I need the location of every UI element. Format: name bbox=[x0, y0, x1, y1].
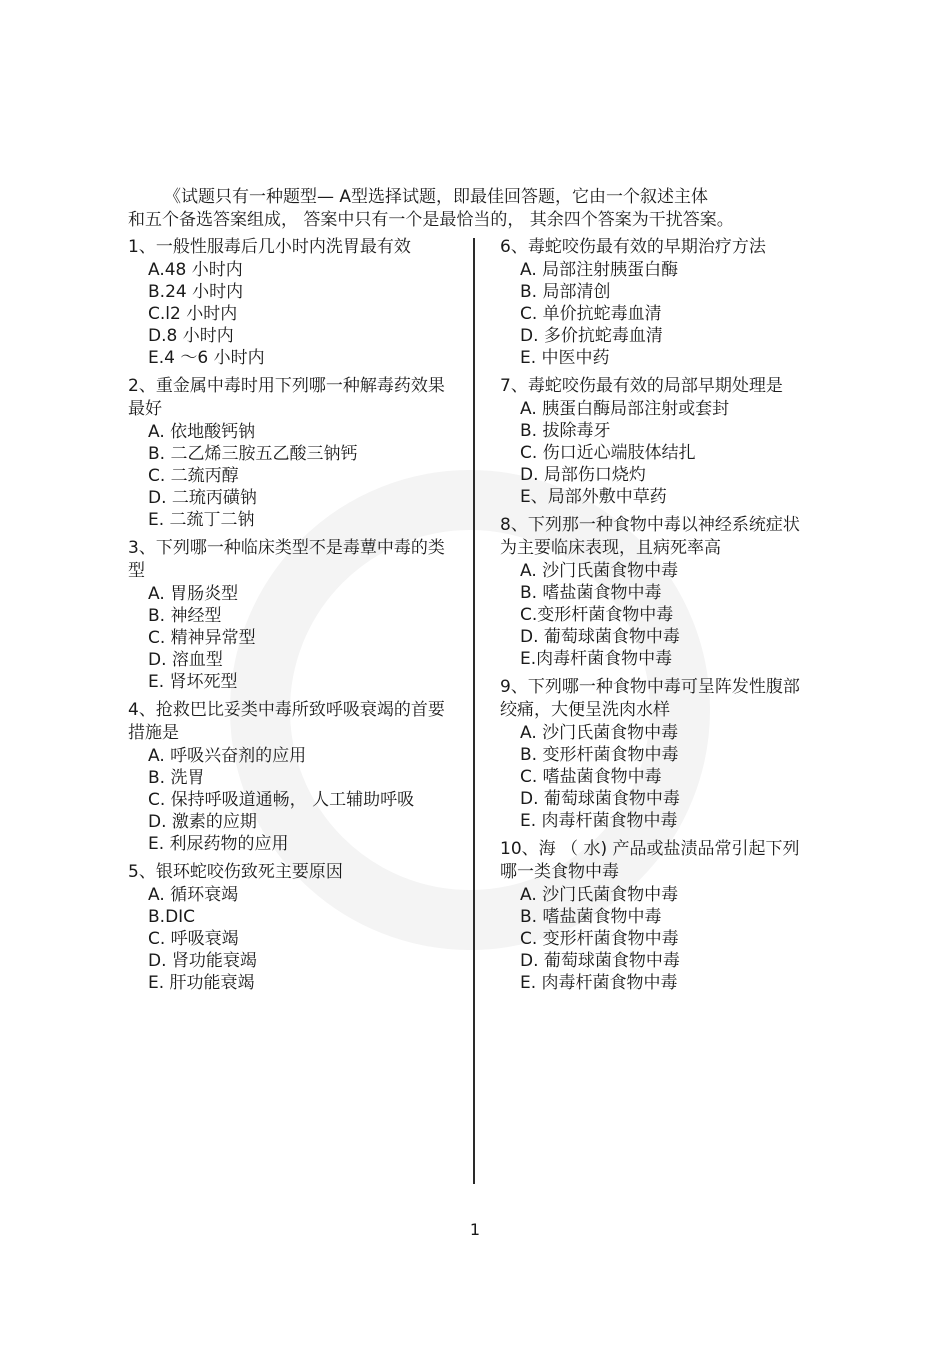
answer-option: C.变形杆菌食物中毒 bbox=[520, 605, 674, 625]
answer-option: D. 溶血型 bbox=[148, 650, 223, 670]
answer-option: E. 利尿药物的应用 bbox=[148, 834, 289, 854]
answer-option: E、局部外敷中草药 bbox=[520, 487, 667, 507]
answer-option: E. 肉毒杆菌食物中毒 bbox=[520, 811, 678, 831]
answer-option: E. 二巯丁二钠 bbox=[148, 510, 255, 530]
answer-option: C. 精神异常型 bbox=[148, 628, 256, 648]
question-block bbox=[128, 236, 458, 369]
question-block bbox=[500, 375, 810, 508]
right-column bbox=[500, 232, 810, 994]
question-block bbox=[128, 537, 458, 693]
answer-option: D. 葡萄球菌食物中毒 bbox=[520, 951, 680, 971]
answer-option: B. 嗜盐菌食物中毒 bbox=[520, 907, 662, 927]
answer-option: A. 沙门氏菌食物中毒 bbox=[520, 885, 679, 905]
answer-option: A. 胃肠炎型 bbox=[148, 584, 239, 604]
answer-option: E. 肉毒杆菌食物中毒 bbox=[520, 973, 678, 993]
question-block bbox=[128, 375, 458, 531]
question-text: 2、重金属中毒时用下列哪一种解毒药效果最好 bbox=[128, 376, 445, 419]
question-text: 5、银环蛇咬伤致死主要原因 bbox=[128, 862, 343, 882]
question-text: 10、海 （ 水) 产品或盐渍品常引起下列哪一类食物中毒 bbox=[500, 839, 800, 882]
question-text: 4、抢救巴比妥类中毒所致呼吸衰竭的首要措施是 bbox=[128, 700, 445, 743]
answer-option: D. 激素的应期 bbox=[148, 812, 257, 832]
question-block bbox=[128, 861, 458, 994]
answer-option: B.DIC bbox=[148, 907, 196, 927]
answer-option: D. 葡萄球菌食物中毒 bbox=[520, 789, 680, 809]
answer-option: C. 呼吸衰竭 bbox=[148, 929, 239, 949]
answer-option: E. 肝功能衰竭 bbox=[148, 973, 255, 993]
answer-option: C. 伤口近心端肢体结扎 bbox=[520, 443, 696, 463]
intro-line-1: 《试题只有一种题型— A型选择试题，即最佳回答题，它由一个叙述主体 bbox=[164, 187, 709, 207]
answer-option: E.肉毒杆菌食物中毒 bbox=[520, 649, 673, 669]
answer-option: A. 局部注射胰蛋白酶 bbox=[520, 260, 679, 280]
question-text: 3、下列哪一种临床类型不是毒蕈中毒的类型 bbox=[128, 538, 445, 581]
answer-option: B. 神经型 bbox=[148, 606, 222, 626]
answer-option: A. 沙门氏菌食物中毒 bbox=[520, 723, 679, 743]
answer-option: A. 依地酸钙钠 bbox=[148, 422, 256, 442]
answer-option: B. 嗜盐菌食物中毒 bbox=[520, 583, 662, 603]
answer-option: C. 二巯丙醇 bbox=[148, 466, 239, 486]
answer-option: D. 二琉丙磺钠 bbox=[148, 488, 257, 508]
answer-option: A. 循环衰竭 bbox=[148, 885, 239, 905]
answer-option: A. 沙门氏菌食物中毒 bbox=[520, 561, 679, 581]
answer-option: E. 中医中药 bbox=[520, 348, 610, 368]
answer-option: B. 拔除毒牙 bbox=[520, 421, 611, 441]
question-block bbox=[128, 699, 458, 855]
answer-option: C. 单价抗蛇毒血清 bbox=[520, 304, 662, 324]
question-text: 1、一般性服毒后几小时内洗胃最有效 bbox=[128, 237, 411, 257]
left-column bbox=[128, 232, 458, 994]
question-text: 7、毒蛇咬伤最有效的局部早期处理是 bbox=[500, 376, 783, 396]
question-text: 9、下列哪一种食物中毒可呈阵发性腹部绞痛，大便呈洗肉水样 bbox=[500, 677, 800, 720]
answer-option: A. 呼吸兴奋剂的应用 bbox=[148, 746, 307, 766]
answer-option: E. 肾坏死型 bbox=[148, 672, 238, 692]
answer-option: C. 变形杆菌食物中毒 bbox=[520, 929, 679, 949]
question-block bbox=[500, 838, 810, 994]
answer-option: B. 变形杆菌食物中毒 bbox=[520, 745, 679, 765]
question-block bbox=[500, 514, 810, 670]
answer-option: C.l2 小时内 bbox=[148, 304, 238, 324]
question-block bbox=[500, 676, 810, 832]
answer-option: D. 肾功能衰竭 bbox=[148, 951, 257, 971]
intro-paragraph bbox=[128, 186, 828, 232]
question-block bbox=[500, 236, 810, 369]
answer-option: B. 洗胃 bbox=[148, 768, 205, 788]
answer-option: B. 局部清创 bbox=[520, 282, 611, 302]
question-text: 8、下列那一种食物中毒以神经系统症状为主要临床表现，且病死率高 bbox=[500, 515, 800, 558]
answer-option: B.24 小时内 bbox=[148, 282, 244, 302]
column-divider bbox=[473, 238, 475, 1184]
question-text: 6、毒蛇咬伤最有效的早期治疗方法 bbox=[500, 237, 766, 257]
answer-option: C. 保持呼吸道通畅， 人工辅助呼吸 bbox=[148, 790, 415, 810]
answer-option: D. 局部伤口烧灼 bbox=[520, 465, 646, 485]
answer-option: D.8 小时内 bbox=[148, 326, 234, 346]
answer-option: E.4 ～6 小时内 bbox=[148, 348, 265, 368]
answer-option: C. 嗜盐菌食物中毒 bbox=[520, 767, 662, 787]
answer-option: A.48 小时内 bbox=[148, 260, 243, 280]
intro-line-2: 和五个备选答案组成， 答案中只有一个是最恰当的， 其余四个答案为干扰答案。 bbox=[128, 210, 734, 230]
answer-option: B. 二乙烯三胺五乙酸三钠钙 bbox=[148, 444, 358, 464]
answer-option: A. 胰蛋白酶局部注射或套封 bbox=[520, 399, 730, 419]
page-number: 1 bbox=[469, 1220, 481, 1239]
answer-option: D. 多价抗蛇毒血清 bbox=[520, 326, 663, 346]
answer-option: D. 葡萄球菌食物中毒 bbox=[520, 627, 680, 647]
